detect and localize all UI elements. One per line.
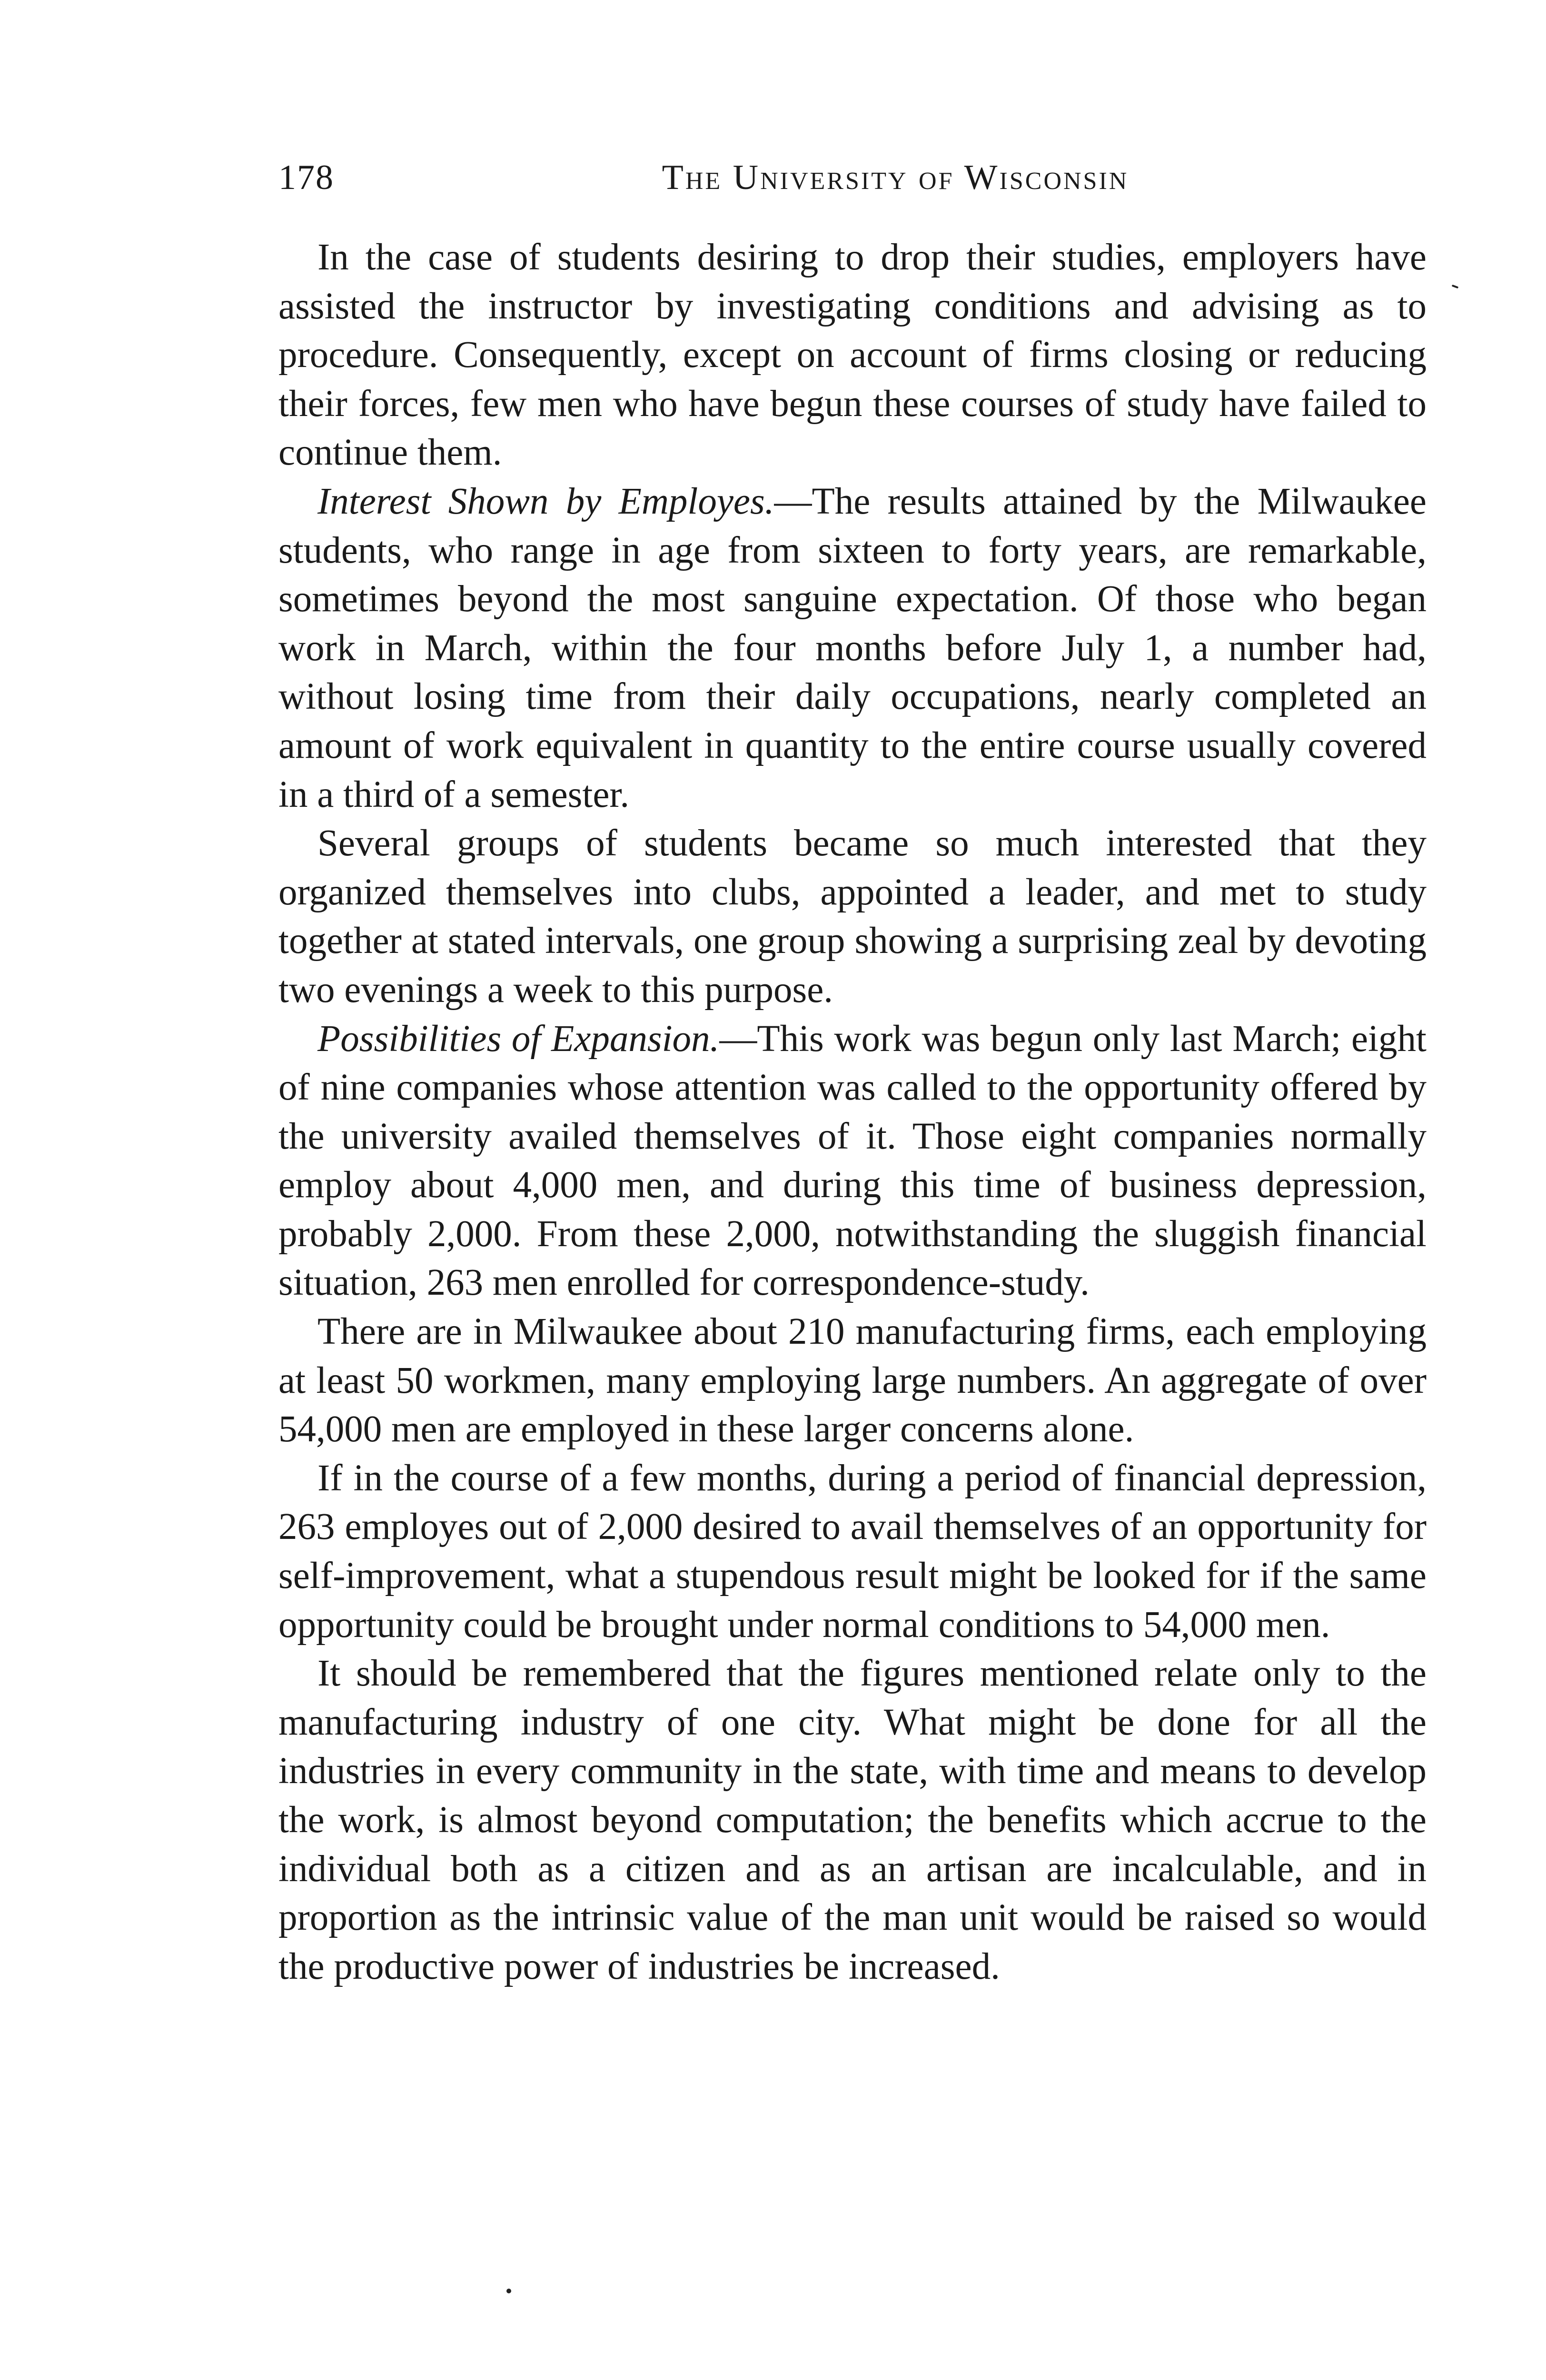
paragraph-text: Several groups of students became so much interested that they organized themselves into clubs, appointed a leader, and met to study together at stated intervals, one group showing a surprising zeal by devoting two evenings a week to this purpose. (278, 823, 1427, 1011)
page-number: 178 (278, 158, 334, 197)
paragraph (278, 819, 1427, 1014)
paragraph-text: —The results attained by the Milwaukee students, who range in age from sixteen to forty years, are remarkable, sometimes beyond the most sanguine expectation. Of those who began work in March, within the four months before July 1, a number had, without losing time from their daily occupations, nearly completed an amount of work equivalent in quantity to the entire course usually covered in a third of a semester. (278, 480, 1427, 815)
paragraph-text: If in the course of a few months, during a period of financial depression, 263 employes out of 2,000 desired to avail themselves of an opportunity for self-improvement, what a stupendous result might be looked for if the same opportunity could be brought under normal conditions to 54,000 men. (278, 1457, 1427, 1646)
paragraph-interest-shown (278, 477, 1427, 819)
body-text (278, 233, 1427, 1991)
scan-speck (1452, 285, 1459, 289)
running-head: The University of Wisconsin (662, 158, 1129, 197)
paragraph (278, 1649, 1427, 1991)
paragraph (278, 1454, 1427, 1649)
paragraph-possibilities (278, 1015, 1427, 1308)
section-heading: Possibilities of Expansion. (317, 1018, 720, 1060)
paragraph-text: In the case of students desiring to drop their studies, employers have assisted the instructor by investigating conditions and advising as to procedure. Consequently, except on account of firms closing or reducing their forces, few men who have begun these courses of study have failed to continue them. (278, 237, 1427, 474)
paragraph (278, 233, 1427, 477)
scan-speck (506, 2289, 511, 2293)
paragraph (278, 1308, 1427, 1454)
section-heading: Interest Shown by Employes. (317, 480, 774, 522)
paragraph-text: There are in Milwaukee about 210 manufacturing firms, each employing at least 50 workmen, many employing large numbers. An aggregate of over 54,000 men are employed in these larger concerns alone. (278, 1311, 1427, 1450)
paragraph-text: It should be remembered that the figures mentioned relate only to the manufacturing industry of one city. What might be done for all the industries in every community in the state, with time and means to develop the work, is almost beyond computation; the benefits which accrue to the individual both as a citizen and as an artisan are incalculable, and in proportion as the intrinsic value of the man unit would be raised so would the productive power of industries be increased. (278, 1653, 1427, 1987)
paragraph-text: —This work was begun only last March; eight of nine companies whose attention was called to the opportunity offered by the university availed themselves of it. Those eight companies normally employ about 4,000 men, and during this time of business depression, probably 2,000. From these 2,000, notwithstanding the sluggish financial situation, 263 men enrolled for correspondence-study. (278, 1018, 1427, 1304)
page-header (278, 151, 1427, 204)
